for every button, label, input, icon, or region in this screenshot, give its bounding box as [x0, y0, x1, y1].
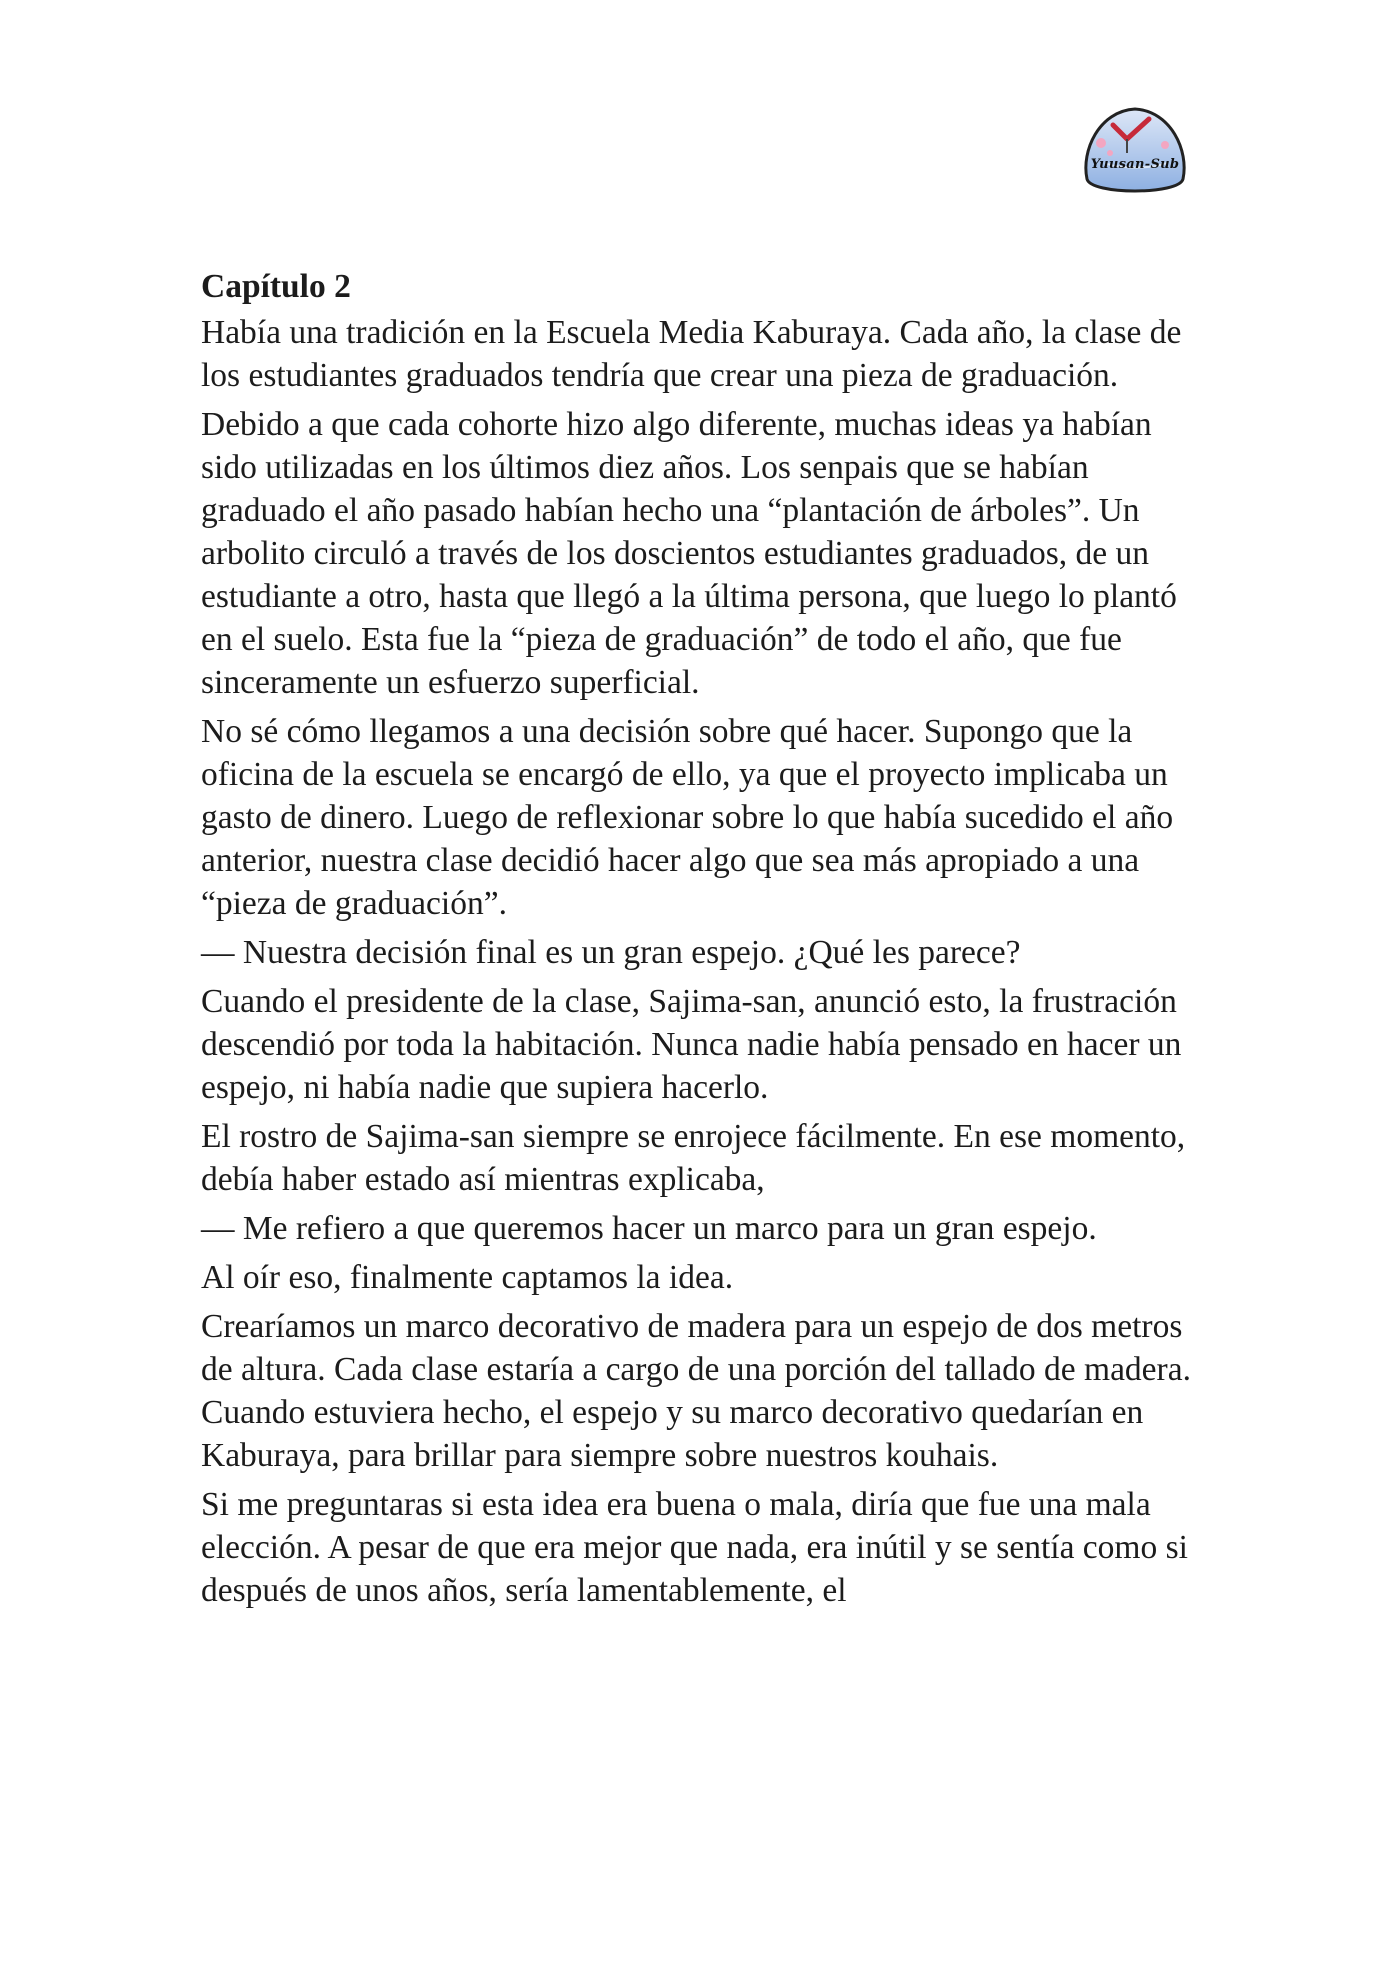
paragraph: El rostro de Sajima-san siempre se enrojece fácilmente. En ese momento, debía haber estado así mientras explicaba, [201, 1118, 1186, 1198]
paragraph: No sé cómo llegamos a una decisión sobre qué hacer. Supongo que la oficina de la escuela se encargó de ello, ya que el proyecto implicaba un gasto de dinero. Luego de reflexionar sobre lo que había sucedido el año anterior, nuestra clase decidió hacer algo que sea más apropiado a una “pieza de graduación”. [201, 713, 1174, 922]
dialogue-line: — Nuestra decisión final es un gran espejo. ¿Qué les parece? [201, 934, 1021, 971]
logo-text: Yuusan-Sub [1090, 157, 1180, 172]
dialogue-line: — Me refiero a que queremos hacer un marco para un gran espejo. [201, 1210, 1097, 1247]
paragraph: Debido a que cada cohorte hizo algo diferente, muchas ideas ya habían sido utilizadas en los últimos diez años. Los senpais que se habían graduado el año pasado habían hecho una “plantación de árboles”. Un arbolito circuló a través de los doscientos estudiantes graduados, de un estudiante a otro, hasta que llegó a la última persona, que luego lo plantó en el suelo. Esta fue la “pieza de graduación” de todo el año, que fue sinceramente un esfuerzo superficial. [201, 406, 1177, 701]
paragraph: Había una tradición en la Escuela Media Kaburaya. Cada año, la clase de los estudiantes graduados tendría que crear una pieza de graduación. [201, 314, 1182, 394]
paragraph: Si me preguntaras si esta idea era buena o mala, diría que fue una mala elección. A pesar de que era mejor que nada, era inútil y se sentía como si después de unos años, sería lamentablemente, el [201, 1486, 1188, 1609]
paragraph: Al oír eso, finalmente captamos la idea. [201, 1259, 734, 1296]
paragraph: Crearíamos un marco decorativo de madera para un espejo de dos metros de altura. Cada clase estaría a cargo de una porción del tallado de madera. Cuando estuviera hecho, el espejo y su marco decorativo quedarían en Kaburaya, para brillar para siempre sobre nuestros kouhais. [201, 1308, 1191, 1474]
logo-badge-icon [1075, 103, 1195, 201]
document-body [201, 265, 1211, 1618]
paragraph: Cuando el presidente de la clase, Sajima-san, anunció esto, la frustración descendió por toda la habitación. Nunca nadie había pensado en hacer un espejo, ni había nadie que supiera hacerlo. [201, 983, 1182, 1106]
logo [1075, 103, 1195, 201]
chapter-title: Capítulo 2 [201, 268, 351, 305]
